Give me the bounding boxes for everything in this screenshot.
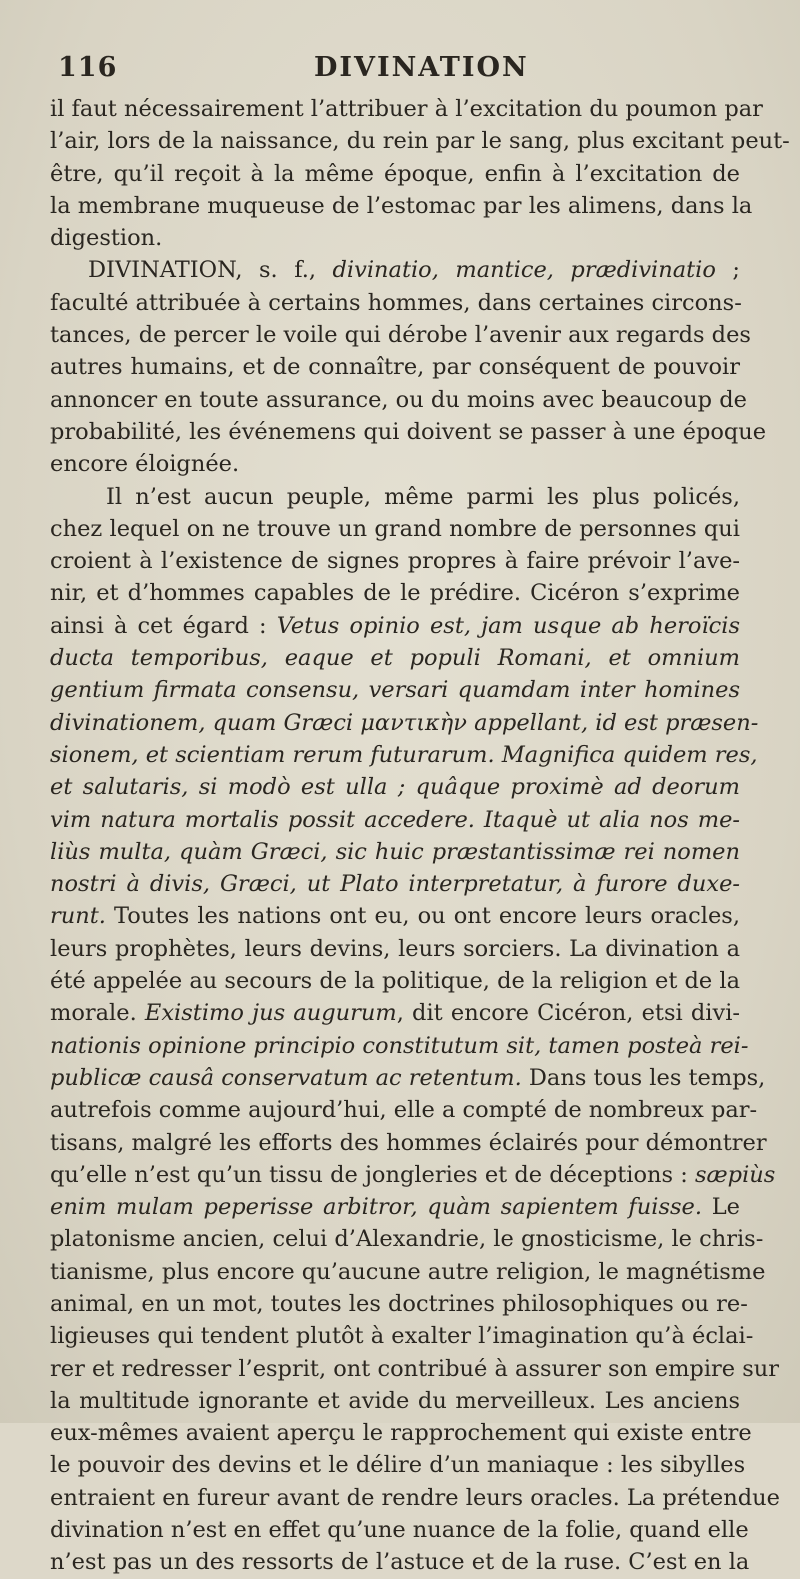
text-line: liùs multa, quàm Græci, sic huic præstantissimæ rei nomen <box>50 838 740 865</box>
text-line: être, qu’il reçoit à la même époque, enfin à l’excitation de <box>50 160 740 187</box>
text-line: croient à l’existence de signes propres à faire prévoir l’ave- <box>50 548 740 575</box>
text-line: publicæ causâ conservatum ac retentum. Dans tous les temps, <box>50 1064 766 1091</box>
text-line: été appelée au secours de la politique, de la religion et de la <box>50 968 740 995</box>
text-line: faculté attribuée à certains hommes, dans certaines circons- <box>50 289 742 316</box>
text-line: gentium firmata consensu, versari quamdam inter homines <box>50 677 740 704</box>
text-line: probabilité, les événemens qui doivent se passer à une époque <box>50 418 767 445</box>
text-line: sionem, et scientiam rerum futurarum. Magnifica quidem res, <box>50 741 758 768</box>
text-line: leurs prophètes, leurs devins, leurs sorciers. La divination a <box>50 935 740 962</box>
text-line: la membrane muqueuse de l’estomac par les alimens, dans la <box>50 192 753 219</box>
text-line: enim mulam peperisse arbitror, quàm sapientem fuisse. Le <box>50 1194 740 1221</box>
text-line: morale. Existimo jus augurum, dit encore Cicéron, etsi divi- <box>50 1000 740 1027</box>
text-line: nostri à divis, Græci, ut Plato interpretatur, à furore duxe- <box>50 871 740 898</box>
text-line: et salutaris, si modò est ulla ; quâque proximè ad deorum <box>50 774 740 801</box>
text-line: ducta temporibus, eaque et populi Romani, et omnium <box>50 645 740 672</box>
text-line: autres humains, et de connaître, par conséquent de pouvoir <box>50 354 740 381</box>
text-line: vim natura mortalis possit accedere. Itaquè ut alia nos me- <box>50 806 740 833</box>
text-line: annoncer en toute assurance, ou du moins avec beaucoup de <box>50 386 747 413</box>
running-title: DIVINATION <box>314 52 529 83</box>
page-header <box>58 52 748 92</box>
text-line: l’air, lors de la naissance, du rein par le sang, plus excitant peut- <box>50 128 790 155</box>
text-line: ligieuses qui tendent plutôt à exalter l’imagination qu’à éclai- <box>50 1323 754 1350</box>
page-number: 116 <box>58 52 118 83</box>
text-line: tianisme, plus encore qu’aucune autre religion, le magnétisme <box>50 1258 766 1285</box>
text-line: divination n’est en effet qu’une nuance de la folie, quand elle <box>50 1517 749 1544</box>
text-line: ainsi à cet égard : Vetus opinio est, jam usque ab heroïcis <box>50 612 740 639</box>
text-line: la multitude ignorante et avide du merveilleux. Les anciens <box>50 1387 740 1414</box>
text-line: animal, en un mot, toutes les doctrines philosophiques ou re- <box>50 1290 748 1317</box>
text-line: il faut nécessairement l’attribuer à l’excitation du poumon par <box>50 96 763 122</box>
text-line: n’est pas un des ressorts de l’astuce et de la ruse. C’est en la <box>50 1549 750 1576</box>
text-line: le pouvoir des devins et le délire d’un maniaque : les sibylles <box>50 1452 746 1479</box>
text-line: autrefois comme aujourd’hui, elle a compté de nombreux par- <box>50 1097 758 1124</box>
text-line: encore éloignée. <box>50 451 240 478</box>
text-line: qu’elle n’est qu’un tissu de jongleries et de déceptions : sæpiùs <box>50 1161 776 1188</box>
text-line: Il n’est aucun peuple, même parmi les plus policés, <box>106 483 740 510</box>
text-line: entraient en fureur avant de rendre leurs oracles. La prétendue <box>50 1484 780 1511</box>
text-line: runt. Toutes les nations ont eu, ou ont encore leurs oracles, <box>50 903 740 930</box>
text-line: DIVINATION, s. f., divinatio, mantice, prædivinatio ; <box>88 257 740 284</box>
text-line: nir, et d’hommes capables de le prédire. Cicéron s’exprime <box>50 580 740 607</box>
body-text <box>50 93 790 1579</box>
text-line: eux-mêmes avaient aperçu le rapprochement qui existe entre <box>50 1420 752 1447</box>
text-line: nationis opinione principio constitutum sit, tamen posteà rei- <box>50 1032 749 1059</box>
text-line: tances, de percer le voile qui dérobe l’avenir aux regards des <box>50 322 751 349</box>
text-line: rer et redresser l’esprit, ont contribué à assurer son empire sur <box>50 1355 780 1382</box>
text-line: chez lequel on ne trouve un grand nombre de personnes qui <box>50 515 740 542</box>
text-line: tisans, malgré les efforts des hommes éclairés pour démontrer <box>50 1129 767 1156</box>
text-line: platonisme ancien, celui d’Alexandrie, le gnosticisme, le chris- <box>50 1226 764 1253</box>
text-line: divinationem, quam Græci μαντικὴν appellant, id est præsen- <box>50 709 759 736</box>
text-line: digestion. <box>50 225 163 252</box>
